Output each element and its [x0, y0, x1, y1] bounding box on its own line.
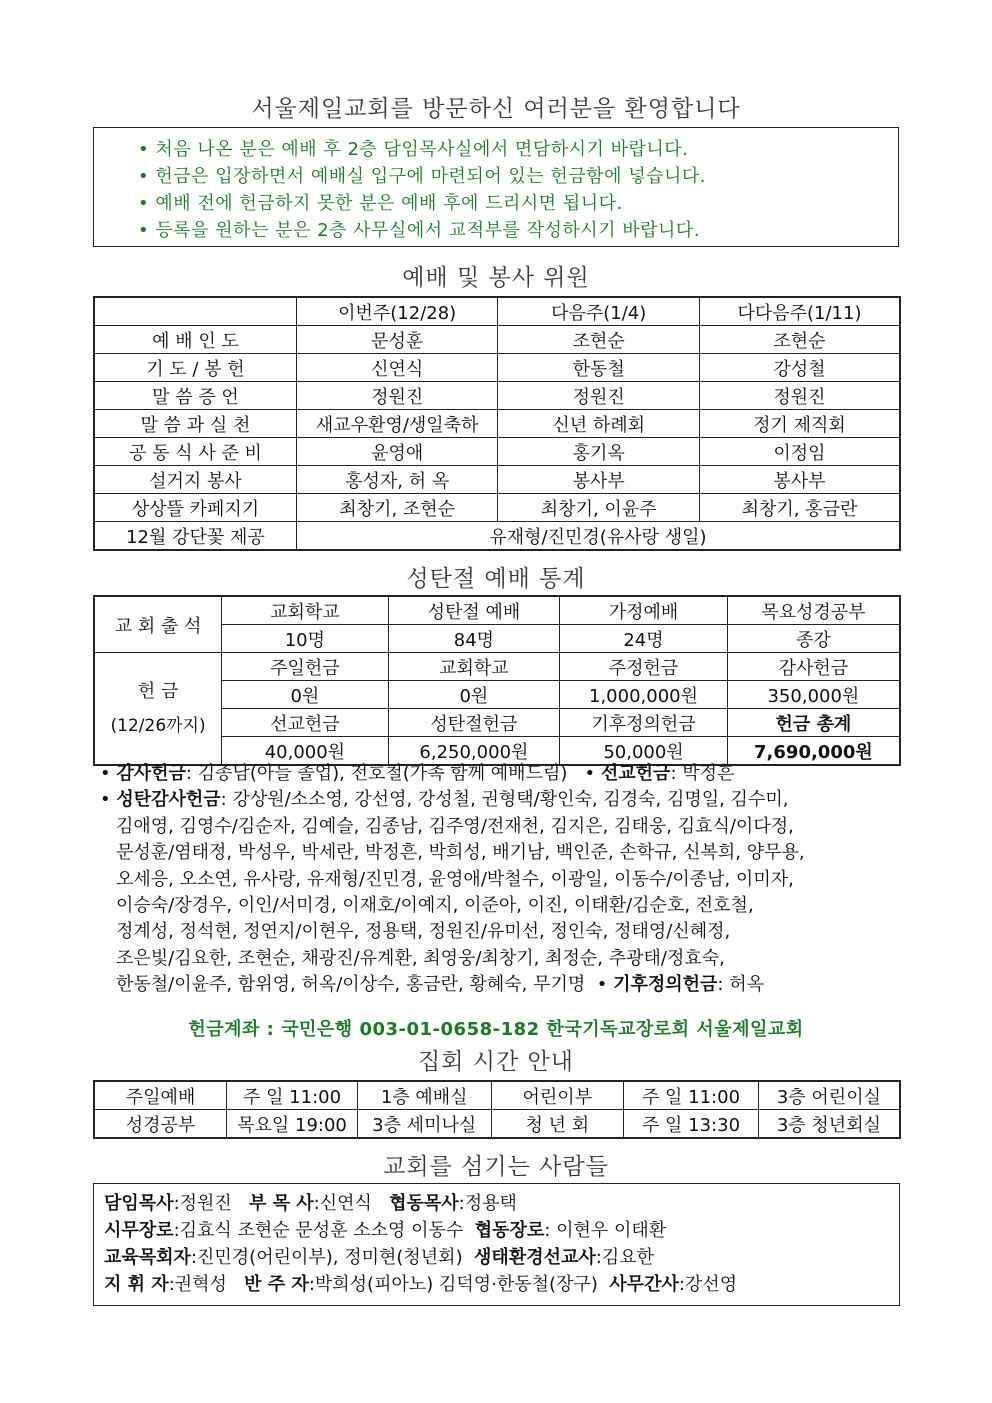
- thanks-line: • 감사헌금: 김종남(아들 졸업), 전호철(가족 함께 예배드림) • 선교헌금: 박정흔: [100, 763, 735, 784]
- role-name: :김효식 조현순 문성훈 소소영 이동수: [173, 1220, 464, 1241]
- header-cell: 교회학교: [388, 653, 560, 681]
- table-row: [94, 326, 900, 354]
- header-cell: 성탄절헌금: [388, 709, 560, 737]
- header-cell: 선교헌금: [222, 709, 388, 737]
- table-cell: 설거지 봉사: [94, 466, 296, 494]
- meetings-table: [93, 1080, 901, 1139]
- table-cell: 말 씀 증 언: [94, 382, 296, 410]
- xmas-line: 정계성, 정석현, 정연지/이현우, 정용택, 정원진/유미선, 정인숙, 정태영/신혜정,: [116, 921, 731, 943]
- header-cell: 다음주(1/4): [498, 297, 699, 326]
- role-label: 사무간사: [609, 1274, 679, 1295]
- xmas-text: : 강상원/소소영, 강선영, 강성철, 권형택/황인숙, 김경숙, 김명일, 김수미,: [220, 789, 789, 811]
- table-cell: 윤영애: [296, 438, 498, 466]
- table-cell: 3층 청년회실: [758, 1110, 900, 1139]
- thanks-text: : 김종남(아들 졸업), 전호철(가족 함께 예배드림): [185, 763, 568, 784]
- welcome-line: • 처음 나온 분은 예배 후 2층 담임목사실에서 면담하시기 바랍니다.: [138, 139, 689, 160]
- offering-label: 헌 금: [137, 680, 179, 702]
- table-cell: 조현순: [498, 326, 699, 354]
- table-cell: 1,000,000원: [560, 681, 728, 709]
- table-cell: 최창기, 홍금란: [699, 494, 900, 522]
- role-label: 반 주 자: [244, 1274, 309, 1295]
- table-cell: 3층 어린이실: [758, 1081, 900, 1110]
- welcome-line: • 헌금은 입장하면서 예배실 입구에 마련되어 있는 헌금함에 넣습니다.: [138, 166, 706, 187]
- welcome-line: • 등록을 원하는 분은 2층 사무실에서 교적부를 작성하시기 바랍니다.: [138, 220, 701, 241]
- table-cell: 주 일 11:00: [227, 1081, 358, 1110]
- climate-text: : 허옥: [717, 974, 764, 996]
- table-cell: 신년 하례회: [498, 410, 699, 438]
- table-row: [94, 354, 900, 382]
- people-row: [104, 1190, 889, 1217]
- table-row: [94, 653, 900, 681]
- mission-text: : 박정흔: [670, 763, 735, 784]
- xmas-line: 김애영, 김영수/김순자, 김예슬, 김종남, 김주영/전재천, 김지은, 김태웅, 김효식/이다정,: [116, 815, 794, 837]
- table-row: [94, 494, 900, 522]
- table-cell: 3층 세미나실: [357, 1110, 491, 1139]
- role-name: :정원진: [173, 1193, 232, 1214]
- table-cell: 50,000원: [560, 737, 728, 766]
- table-cell: 종강: [727, 625, 900, 653]
- offering-notes: [100, 761, 915, 999]
- table-cell: 이정임: [699, 438, 900, 466]
- table-cell: 기 도 / 봉 헌: [94, 354, 296, 382]
- table-cell: 주 일 13:30: [624, 1110, 759, 1139]
- service-title: 예배 및 봉사 위원: [402, 265, 590, 291]
- role-label: 시무장로: [104, 1220, 174, 1241]
- header-cell: 헌금 총계: [727, 709, 900, 737]
- table-cell: 청 년 회: [491, 1110, 624, 1139]
- thanks-label: 감사헌금: [116, 763, 186, 784]
- climate-label: 기후정의헌금: [613, 974, 718, 996]
- table-row: [94, 382, 900, 410]
- table-cell: 성경공부: [94, 1110, 227, 1139]
- xmas-line: • 성탄감사헌금: 강상원/소소영, 강선영, 강성철, 권형택/황인숙, 김경숙, 김명일, 김수미,: [100, 789, 789, 811]
- total-cell: 7,690,000원: [727, 737, 900, 766]
- header-cell: 다다음주(1/11): [699, 297, 900, 326]
- table-cell: 0원: [222, 681, 388, 709]
- table-cell: 정기 제직회: [699, 410, 900, 438]
- table-cell: 350,000원: [727, 681, 900, 709]
- table-cell: 상상뜰 카페지기: [94, 494, 296, 522]
- xmas-text: 한동철/이윤주, 함위영, 허옥/이상수, 홍금란, 황혜숙, 무기명: [116, 974, 586, 996]
- meetings-title: 집회 시간 안내: [418, 1049, 574, 1075]
- table-cell: 정원진: [498, 382, 699, 410]
- people-row: [104, 1271, 889, 1298]
- header-cell: 감사헌금: [727, 653, 900, 681]
- stats-table: [93, 595, 901, 766]
- table-row: [94, 1081, 900, 1110]
- table-cell: 홍기옥: [498, 438, 699, 466]
- xmas-line: 한동철/이윤주, 함위영, 허옥/이상수, 홍금란, 황혜숙, 무기명 • 기후정의헌금: 허옥: [116, 974, 764, 996]
- stats-title: 성탄절 예배 통계: [406, 566, 586, 592]
- role-label: 부 목 사: [248, 1193, 314, 1214]
- role-label: 협동장로: [474, 1220, 545, 1241]
- role-name: :신연식: [313, 1193, 372, 1214]
- role-name: : 이현우 이태환: [544, 1220, 667, 1241]
- people-row: [104, 1244, 889, 1271]
- table-cell: 강성철: [699, 354, 900, 382]
- welcome-title: 서울제일교회를 방문하신 여러분을 환영합니다: [251, 96, 741, 122]
- xmas-label: 성탄감사헌금: [116, 789, 221, 811]
- table-row: [94, 1110, 900, 1139]
- table-row: [94, 438, 900, 466]
- table-cell: 12월 강단꽃 제공: [94, 522, 296, 551]
- role-name: :박희성(피아노) 김덕영·한동철(장구): [308, 1274, 598, 1295]
- role-label: 교육목회자: [104, 1247, 191, 1268]
- row-label: [94, 653, 222, 766]
- role-label: 담임목사: [104, 1193, 174, 1214]
- table-cell: 최창기, 이윤주: [498, 494, 699, 522]
- table-cell: 주일예배: [94, 1081, 227, 1110]
- header-cell: 성탄절 예배: [388, 596, 560, 625]
- mission-label: 선교헌금: [600, 763, 671, 784]
- table-cell: 공 동 식 사 준 비: [94, 438, 296, 466]
- table-cell: 1층 예배실: [357, 1081, 491, 1110]
- role-label: 지 휘 자: [104, 1274, 169, 1295]
- table-cell: 새교우환영/생일축하: [296, 410, 498, 438]
- role-name: :김요한: [595, 1247, 654, 1268]
- role-name: :권혁성: [168, 1274, 227, 1295]
- people-box: [93, 1183, 900, 1306]
- service-table: [93, 296, 901, 551]
- table-row: [94, 522, 900, 551]
- role-label: 생태환경선교사: [474, 1247, 596, 1268]
- table-cell: 문성훈: [296, 326, 498, 354]
- table-cell: 신연식: [296, 354, 498, 382]
- account-info: 헌금계좌 : 국민은행 003-01-0658-182 한국기독교장로회 서울제일교회: [188, 1019, 804, 1040]
- table-cell: 24명: [560, 625, 728, 653]
- table-cell: 6,250,000원: [388, 737, 560, 766]
- table-cell: 봉사부: [699, 466, 900, 494]
- welcome-line: • 예배 전에 헌금하지 못한 분은 예배 후에 드리시면 됩니다.: [138, 193, 623, 214]
- xmas-line: 조은빛/김요한, 조현순, 채광진/유계환, 최영웅/최창기, 최정순, 추광태/정효숙,: [116, 947, 725, 969]
- table-cell: 10명: [222, 625, 388, 653]
- header-cell: 주일헌금: [222, 653, 388, 681]
- table-cell: 정원진: [699, 382, 900, 410]
- table-cell: 말 씀 과 실 천: [94, 410, 296, 438]
- table-row: [94, 596, 900, 625]
- table-cell: 정원진: [296, 382, 498, 410]
- table-cell: 조현순: [699, 326, 900, 354]
- role-name: :강선영: [678, 1274, 738, 1295]
- table-header-row: [94, 297, 900, 326]
- table-row: [94, 410, 900, 438]
- header-cell: 목요성경공부: [727, 596, 900, 625]
- people-title: 교회를 섬기는 사람들: [383, 1154, 609, 1180]
- table-cell: 84명: [388, 625, 560, 653]
- table-cell: 40,000원: [222, 737, 388, 766]
- header-cell: 주정헌금: [560, 653, 728, 681]
- table-cell: 0원: [388, 681, 560, 709]
- role-name: :진민경(어린이부), 정미현(청년회): [190, 1247, 463, 1268]
- table-cell: 최창기, 조현순: [296, 494, 498, 522]
- table-cell: 목요일 19:00: [227, 1110, 358, 1139]
- header-cell: 가정예배: [560, 596, 728, 625]
- header-cell: [94, 297, 296, 326]
- table-cell: 유재형/진민경(유사랑 생일): [296, 522, 900, 551]
- row-label: 교 회 출 석: [94, 596, 222, 653]
- table-cell: 예 배 인 도: [94, 326, 296, 354]
- header-cell: 교회학교: [222, 596, 388, 625]
- header-cell: 이번주(12/28): [296, 297, 498, 326]
- people-row: [104, 1217, 889, 1244]
- table-row: [94, 466, 900, 494]
- header-cell: 기후정의헌금: [560, 709, 728, 737]
- role-name: :정용택: [458, 1193, 517, 1214]
- table-cell: 어린이부: [491, 1081, 624, 1110]
- table-cell: 홍성자, 허 옥: [296, 466, 498, 494]
- table-cell: 한동철: [498, 354, 699, 382]
- xmas-line: 오세응, 오소연, 유사랑, 유재형/진민경, 윤영애/박철수, 이광일, 이동수/이종남, 이미자,: [116, 868, 794, 890]
- table-cell: 봉사부: [498, 466, 699, 494]
- xmas-line: 문성훈/염태정, 박성우, 박세란, 박정흔, 박희성, 배기남, 백인준, 손학규, 신복희, 양무용,: [116, 842, 805, 864]
- table-cell: 주 일 11:00: [624, 1081, 759, 1110]
- xmas-line: 이승숙/장경우, 이인/서미경, 이재호/이예지, 이준아, 이진, 이태환/김순호, 전호철,: [116, 895, 754, 917]
- role-label: 협동목사: [389, 1193, 459, 1214]
- welcome-box: [93, 127, 899, 247]
- offering-sublabel: (12/26까지): [110, 715, 206, 736]
